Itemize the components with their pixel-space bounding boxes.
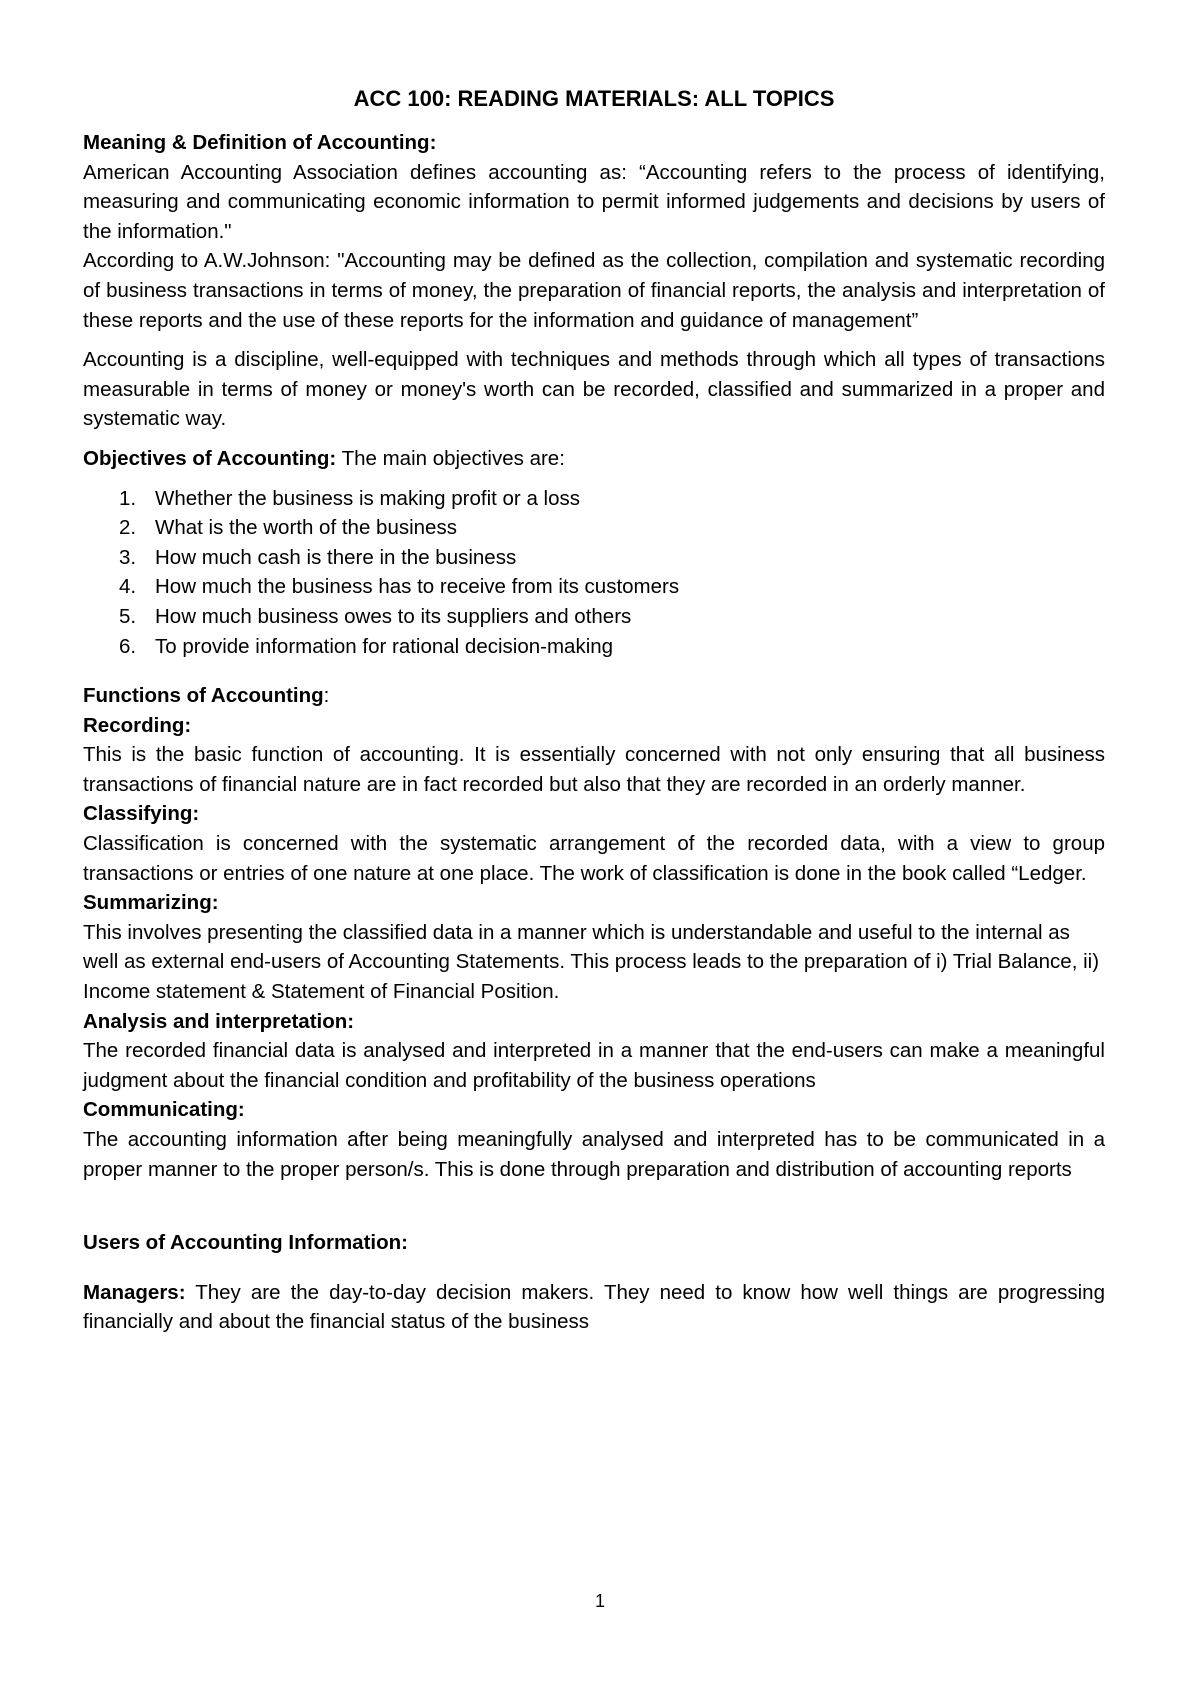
managers-paragraph (83, 1278, 1105, 1337)
document-title: ACC 100: READING MATERIALS: ALL TOPICS (353, 86, 835, 111)
recording-heading: Recording: (83, 713, 192, 737)
list-item-number: 6. (119, 634, 137, 658)
objectives-intro: The main objectives are: (336, 446, 565, 470)
list-item (83, 572, 1105, 602)
objectives-list (83, 484, 1105, 662)
list-item (83, 513, 1105, 543)
page-number: 1 (594, 1591, 605, 1611)
summarizing-heading: Summarizing: (83, 891, 219, 915)
analysis-heading: Analysis and interpretation: (83, 1009, 355, 1033)
discipline-paragraph: Accounting is a discipline, well-equipped with techniques and methods through which all types of transactions measurable in terms of money or money's worth can be recorded, classified and summarized in a proper and systematic way. (83, 348, 1105, 431)
list-item-number: 2. (119, 516, 137, 540)
list-item (83, 602, 1105, 632)
aaa-definition: American Accounting Association defines accounting as: “Accounting refers to the process of identifying, measuring and communicating economic information to permit informed judgements and decisions by users of the information." (83, 160, 1105, 243)
list-item-text: To provide information for rational decision-making (155, 634, 614, 658)
objectives-heading: Objectives of Accounting: (83, 446, 337, 470)
list-item-number: 1. (119, 486, 137, 510)
meaning-heading: Meaning & Definition of Accounting: (83, 131, 437, 154)
classifying-heading: Classifying: (83, 802, 200, 826)
list-item-text: Whether the business is making profit or a loss (155, 486, 580, 510)
list-item (83, 632, 1105, 662)
list-item (83, 484, 1105, 514)
recording-text: This is the basic function of accounting. It is essentially concerned with not only ensuring that all business transactions of financial nature are in fact recorded but also that they are recorded in an orderly manner. (83, 743, 1105, 796)
list-item-number: 3. (119, 545, 137, 569)
classifying-text: Classification is concerned with the systematic arrangement of the recorded data, with a view to group transactions or entries of one nature at one place. The work of classification is done in the book called “Ledger. (83, 832, 1105, 885)
list-item-text: How much cash is there in the business (155, 545, 517, 569)
users-heading: Users of Accounting Information: (83, 1231, 408, 1255)
list-item-number: 5. (119, 604, 137, 628)
functions-heading-line (83, 681, 1105, 711)
list-item-text: How much business owes to its suppliers and others (155, 604, 632, 628)
summarizing-text: This involves presenting the classified data in a manner which is understandable and useful to the internal as well as external end-users of Accounting Statements. This process leads to the preparation of i) Trial Balance, ii) Income statement & Statement of Financial Position. (83, 920, 1100, 1004)
functions-heading: Functions of Accounting (83, 684, 324, 708)
communicating-heading: Communicating: (83, 1098, 245, 1122)
managers-label: Managers: (83, 1280, 186, 1304)
list-item-number: 4. (119, 575, 137, 599)
analysis-text: The recorded financial data is analysed and interpreted in a manner that the end-users can make a meaningful judgment about the financial condition and profitability of the business operations (83, 1039, 1105, 1092)
list-item-text: What is the worth of the business (155, 516, 457, 540)
johnson-definition: According to A.W.Johnson: "Accounting may be defined as the collection, compilation and systematic recording of business transactions in terms of money, the preparation of financial reports, the analysis and interpretation of these reports and the use of these reports for the information and guidance of management” (83, 249, 1105, 332)
list-item-text: How much the business has to receive from its customers (155, 575, 680, 599)
managers-text: They are the day-to-day decision makers. They need to know how well things are progressing financially and about the financial status of the business (83, 1280, 1105, 1334)
list-item (83, 543, 1105, 573)
functions-heading-colon: : (323, 684, 330, 708)
page-content (83, 84, 1105, 1337)
objectives-line (83, 444, 1105, 474)
communicating-text: The accounting information after being meaningfully analysed and interpreted has to be communicated in a proper manner to the proper person/s. This is done through preparation and distribution of accounting reports (83, 1128, 1105, 1181)
